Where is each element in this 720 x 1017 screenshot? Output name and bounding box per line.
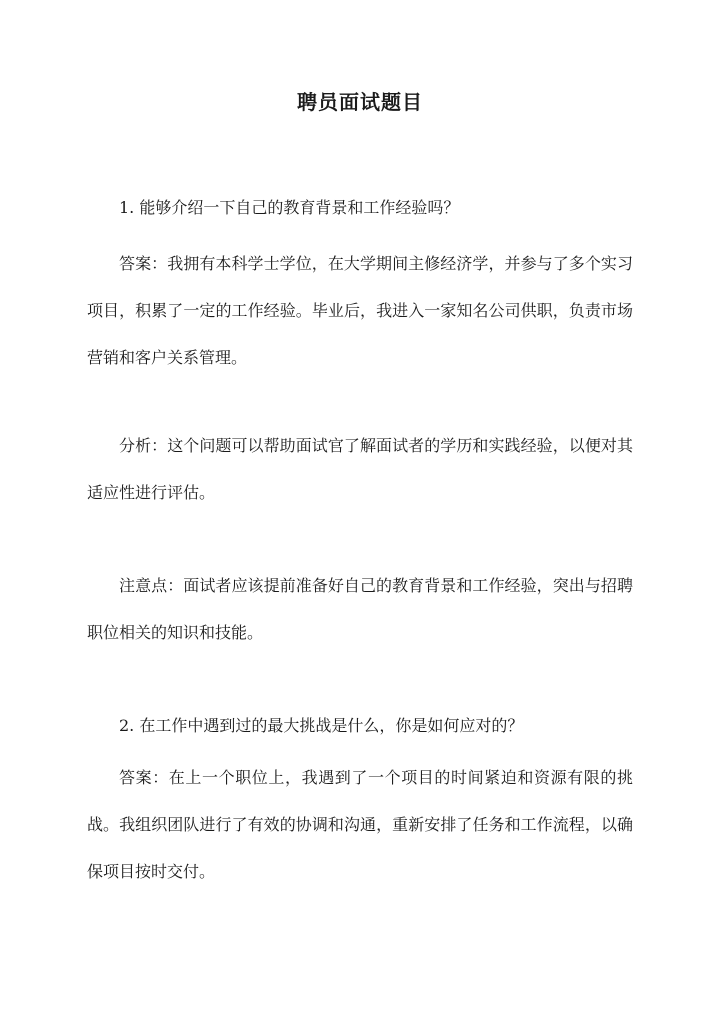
document-title: 聘员面试题目 <box>297 90 423 114</box>
note-1: 注意点：面试者应该提前准备好自己的教育背景和工作经验，突出与招聘职位相关的知识和技能。 <box>87 576 633 642</box>
question-2: 2. 在工作中遇到过的最大挑战是什么，你是如何应对的？ <box>119 716 524 735</box>
question-1: 1. 能够介绍一下自己的教育背景和工作经验吗？ <box>119 198 460 217</box>
answer-2: 答案：在上一个职位上，我遇到了一个项目的时间紧迫和资源有限的挑战。我组织团队进行了有效的协调和沟通，重新安排了任务和工作流程，以确保项目按时交付。 <box>87 768 633 881</box>
analysis-1: 分析：这个问题可以帮助面试官了解面试者的学历和实践经验，以便对其适应性进行评估。 <box>87 436 633 502</box>
answer-1: 答案：我拥有本科学士学位，在大学期间主修经济学，并参与了多个实习项目，积累了一定的工作经验。毕业后，我进入一家知名公司供职，负责市场营销和客户关系管理。 <box>87 254 633 367</box>
